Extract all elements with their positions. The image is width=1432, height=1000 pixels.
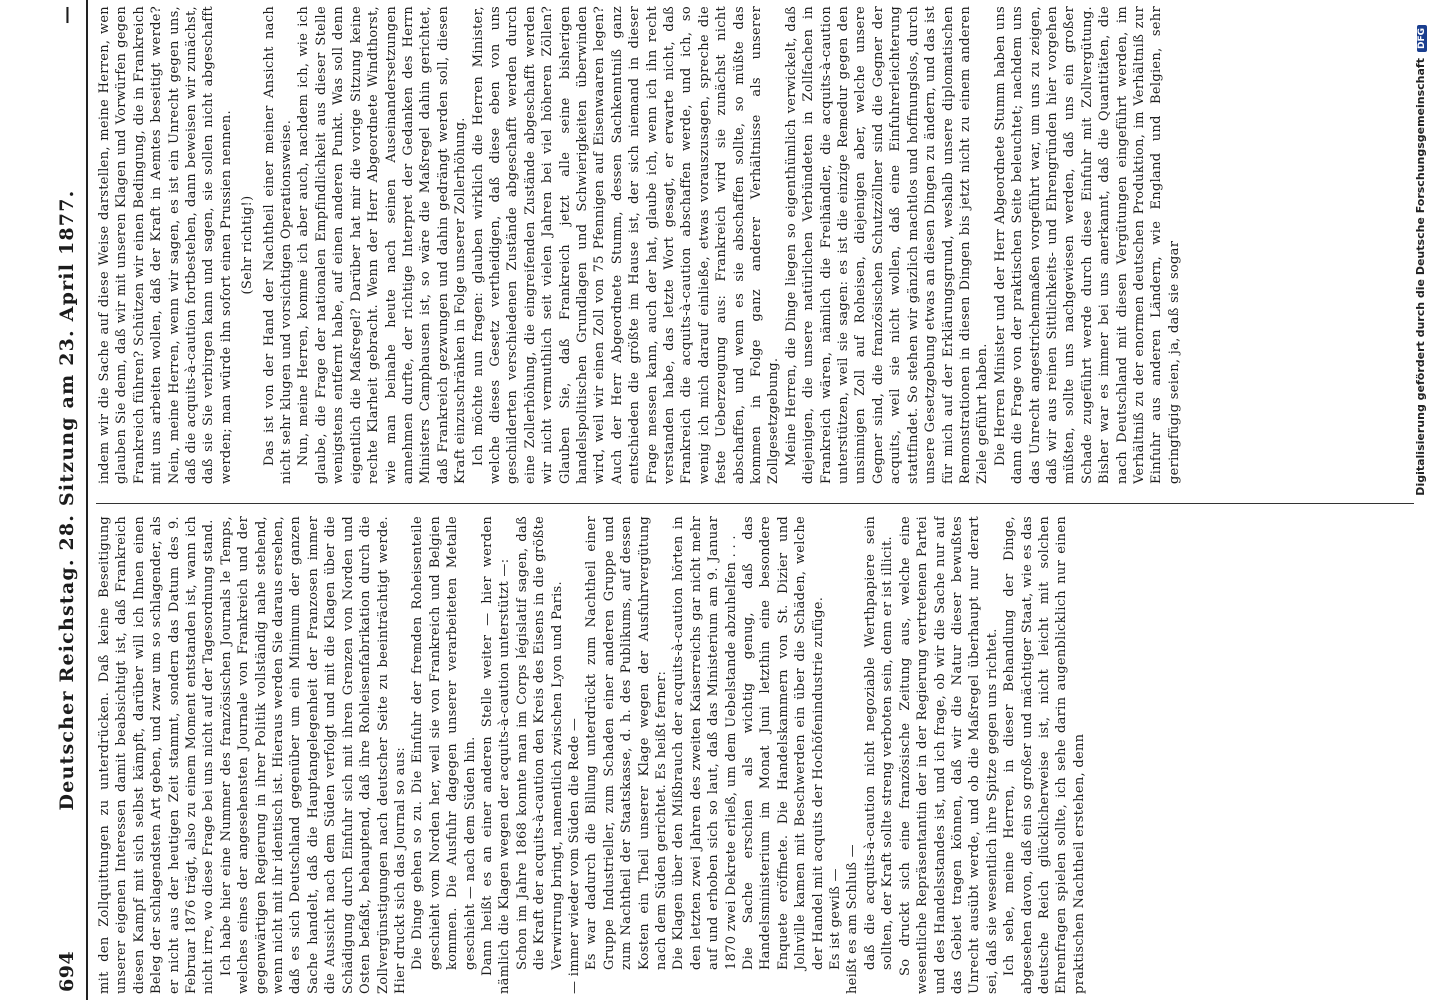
page-header (52, 0, 86, 1000)
dfg-logo: DFG (1417, 25, 1427, 52)
interjection: heißt es am Schluß — (845, 844, 861, 994)
header-rule (86, 0, 88, 1000)
header-mark: — (56, 6, 77, 24)
column-divider (96, 503, 1414, 504)
paragraph: Meine Herren, die Dinge liegen so eigenthümlich verwickelt, daß diejenigen, die unsere natürlichen Verbündeten in Zollfachen in Frankreich wären, nämlich die Freihändler, die acquits-à-caution unterstützen, weil sie sagen: es ist die einzige Remedur gegen den unsinnigen Zoll auf Roheisen, diejenigen aber, welche unsere Gegner sind, die französischen Schutzzöllner sind die Gegner der acquits, weil sie nicht wollen, daß eine Einfuhrerleichterung stattfindet. So stehen wir gänzlich machtlos und hoffnungslos, durch unsere Gesetzgebung etwas an diesen Dingen zu ändern, und das ist für mich auf der Erklärungsgrund, weshalb unsere diplomatischen Remonstrationen in diesen Dingen bis jetzt nicht zu einem anderen Ziele geführt haben. (783, 6, 991, 484)
left-column (96, 516, 1416, 994)
credit-text: Digitalisierung gefördert durch die Deutsche Forschungsgemeinschaft (1414, 58, 1427, 496)
paragraph: Ich sehe, meine Herren, in dieser Behandlung der Dinge, abgesehen davon, daß ein so großer und mächtiger Staat, wie es das deutsche Reich glücklicherweise ist, nicht leicht mit solchen Ehrenfragen spielen sollte, ich sehe darin augenblicklich nur einen praktischen Nachtheil erstehen, denn (1002, 516, 1087, 994)
quote-paragraph: Es war dadurch die Billung unterdrückt zum Nachtheil einer Gruppe Industrieller, zum Schaden einer anderen Gruppe und zum Nachtheil der Staatskasse, d. h. des Publikums, auf dessen Kosten ein Theil unserer Klage wegen der Ausfuhrvergütung nach dem Süden gerichtet. Es heißt ferner: (584, 516, 669, 970)
quote-paragraph: Es ist gewiß — (828, 868, 844, 970)
paragraph: Das ist von der Hand der Nachtheil einer meiner Ansicht nach nicht sehr klugen und vorsichtigen Operationsweise. (261, 6, 295, 484)
paragraph: Dann heißt es an einer anderen Stelle weiter — hier werden nämlich die Klagen wegen der acquits-à-caution unterstützt —: (479, 516, 513, 994)
quote-paragraph: Die Dinge gehen so zu. Die Einfuhr der fremden Roheisenteile geschieht vom Norden her, weil sie von Frankreich und Belgien kommen. Die Ausfuhr dagegen unserer verarbeiteten Metalle geschieht — nach dem Süden hin. (410, 516, 478, 970)
rotated-page (52, 0, 1424, 1000)
digitization-credit (1410, 0, 1432, 1000)
paragraph: So druckt sich eine französische Zeitung aus, welche eine wesentliche Repräsentantin der in der Regierung vertretenen Partei und des Handelsstandes ist, und ich frage, ob wir die Sache nur auf das Gebiet tragen können, daß wir die Natur dieser bewußtes Unrecht ausübt werde, und ob die Maßregel überhaupt nur derart sei, daß sie wesentlich ihre Spitze gegen uns richtet. (897, 516, 1000, 994)
quote-paragraph: Die Sache erschien als wichtig genug, daß das Handelsministerium im Monat Juni letzthin eine besondere Enquete eröffnete. Die Handelskammern von St. Dizier und Jolnville kamen mit Beschwerden ein über die Schäden, welche der Handel mit acquits der Hochöfenindustrie zufüge. (741, 516, 826, 970)
paragraph: indem wir die Sache auf diese Weise darstellen, meine Herren, wen glauben Sie denn, daß wir mit unseren Klagen und Vorwürfen gegen Frankreich führen? Schützen wir einen Bedingung, die in Frankreich mit uns arbeiten wollen, daß der Kraft in Aemtes beseitigt werde? Nein, meine Herren, wenn wir sagen, es ist ein Unrecht gegen uns, daß die acquits-à-caution fortbestehen, dann beweisen wir zunächst, daß sie Sie verbirgen kann und sagen, sie sollen nicht abgeschafft werden; man würde ihn sofort einen Prussien nennen. (97, 6, 234, 484)
paragraph: Die Herren Minister und der Herr Abgeordnete Stumm haben uns dann die Frage von der praktischen Seite beleuchtet; nachdem uns das Unrecht angestrichenmaßen vorgeführt war, um uns zu zeigen, daß wir aus reinen Sittlichkeits- und Ehrengründen hier vorgehen müßten, sollte uns nachgewiesen werden, daß uns ein großer Schade zugeführt werde durch diese Einfuhr mit Zollvergütung. Bisher war es immer bei uns anerkannt, daß die Quantitäten, die nach Deutschland mit diesen Vergütungen eingeführt werden, im Verhältniß zu der enormen deutschen Produktion, im Verhältniß zur Einfuhr aus anderen Ländern, wie England und Belgien, sehr geringfügig seien, ja, daß sie sogar (992, 6, 1182, 484)
credit-line (1414, 25, 1432, 985)
running-title: Deutscher Reichstag. 28. Sitzung am 23. April 1877. (56, 189, 78, 811)
right-column (96, 6, 1416, 484)
quote-paragraph: Schon im Jahre 1868 konnte man im Corps législatif sagen, daß die Kraft der acquits-à-caution den Kreis des Eisens in die größte Verwirrung bringt, namentlich zwischen Lyon und Paris. (514, 516, 565, 970)
paragraph: Ich möchte nun fragen: glauben wirklich die Herren Minister, welche dieses Gesetz vertheidigen, daß diese eben von uns geschilderten verschiedenen Zustände abgeschafft werden durch eine Zollerhöhung, die eingreifenden Zustände abgeschafft werden wir nicht vermuthlich seit vielen Jahren bei viel höheren Zöllen? Glauben Sie, daß Frankreich jetzt alle seine bisherigen handelspolitischen Grundlagen und Schwierigkeiten überwinden wird, weil wir einen Zoll von 75 Pfennigen auf Eisenwaaren legen? Auch der Herr Abgeordnete Stumm, dessen Sachkenntniß ganz entschieden die größte im Hause ist, der sich niemand in dieser Frage messen kann, auch der hat, glaube ich, wenn ich ihn recht verstanden habe, das letzte Wort gesagt, er erwarte nicht, daß Frankreich die acquits-à-caution abschaffen werde, und ich, so wenig ich mich darauf einließe, etwas vorauszusagen, spreche die feste Ueberzeugung aus: Frankreich wird sie zunächst nicht abschaffen, und wenn es sie abschaffen sollte, so müßte das kommen in Folge ganz anderer Verhältnisse als unserer Zollgesetzgebung. (470, 6, 782, 484)
paragraph: Nun, meine Herren, komme ich aber auch, nachdem ich, wie ich glaube, die Frage der nationalen Empfindlichkeit aus dieser Stelle wenigstens entfernt habe, auf einen anderen Punkt. Was soll denn eigentlich die Maßregel? Darüber hat mir die vorige Sitzung keine rechte Klarheit gebracht. Wenn der Herr Abgeordnete Windthorst, wie man beinahe heute nach seinen Auseinandersetzungen annehmen durfte, der richtige Interpret der Gedanken des Herrn Ministers Camphausen ist, so wäre die Maßregel dahin gerichtet, daß Frankreich gezwungen und dahin gedrängt werden soll, diesen Kraft einzuschränken in Folge unserer Zollerhöhung. (296, 6, 469, 484)
quote-paragraph: daß die acquits-à-caution nicht negoziable Werthpapiere sein sollten, der Kraft sollte streng verboten sein, denn er ist illicit. (862, 516, 896, 970)
paragraph: mit den Zollquittungen zu unterdrücken. Daß keine Beseitigung unserer eigenen Interessen damit beabsichtigt ist, daß Frankreich diesen Kampf mit sich selbst kämpft, darüber will ich Ihnen einen Beleg der schlagendsten Art geben, und zwar um so schlagender, als er nicht aus der heutigen Zeit stammt, sondern das Datum des 9. Februar 1876 trägt, also zu einem Moment entstanden ist, wann ich nicht irre, wo diese Frage bei uns nicht auf der Tagesordnung stand. (97, 516, 217, 994)
applause-note: (Sehr richtig!) (240, 195, 256, 295)
paragraph: Ich habe hier eine Nummer des französischen Journals le Temps, welches eines der angesehensten Journale von Frankreich und der gegenwärtigen Regierung in ihrer Politik vollständig nahe stehend, wenn nicht mit ihr identisch ist. Hieraus werden Sie daraus ersehen, daß es sich Deutschland gegenüber um ein Minimum der ganzen Sache handelt, daß die Hauptangelegenheit der Franzosen immer die Aussicht nach dem Süden verfolgt und mit die Klagen über die Schädigung durch Einfuhr sich mit ihren Grenzen von Norden und Osten befaßt, behauptend, daß ihre Rohleisenfabrikation durch die Zollvergünstigungen nach deutscher Seite zu beeinträchtigt werde. Hier druckt sich das Journal so aus: (218, 516, 408, 994)
page-number: 694 (56, 950, 78, 992)
quote-paragraph: Die Klagen über den Mißbrauch der acquits-à-caution hörten in den letzten zwei Jahren des zweiten Kaiserreichs gar nicht mehr auf und erhoben sich so laut, daß das Ministerium am 9. Januar 1870 zwei Dekrete erließ, um dem Uebelstande abzuhelfen . . . (671, 516, 739, 970)
interjection: — immer wieder vom Süden die Rede — (566, 717, 582, 994)
